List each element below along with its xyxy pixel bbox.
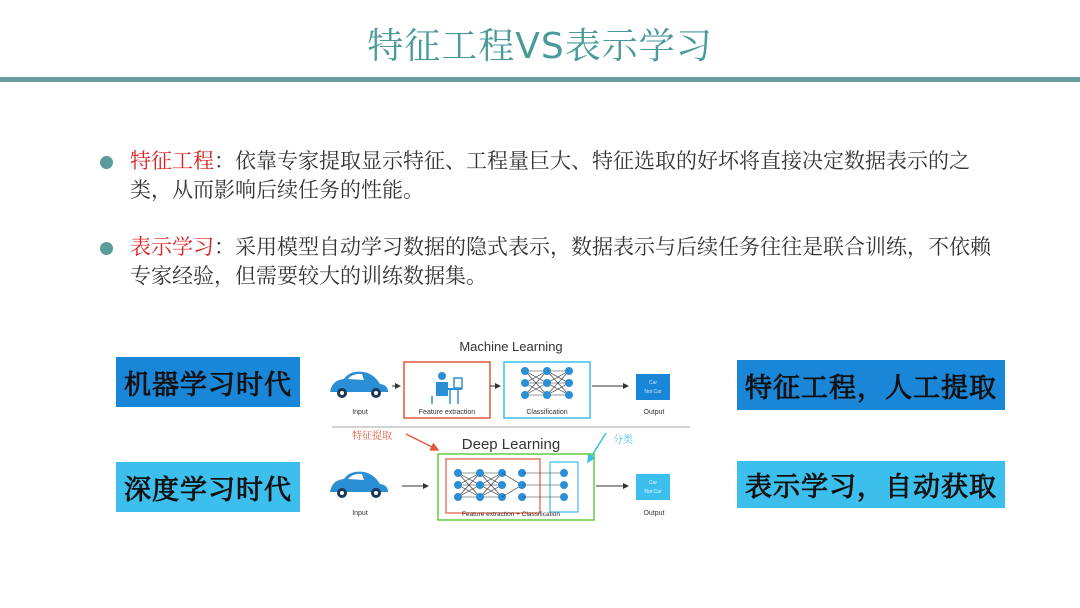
ml-output-label: Output — [643, 409, 665, 416]
result-label-deep-learning: 表示学习，自动获取 — [737, 461, 1005, 508]
result-label-machine-learning: 特征工程，人工提取 — [737, 360, 1005, 410]
red-arrow-icon — [406, 434, 438, 450]
bullet-representation-learning — [100, 233, 1000, 293]
bullet-body: ：依靠专家提取显示特征、工程量巨大、特征选取的好坏将直接决定数据表示的之类，从而影响后续任务的性能。 — [130, 149, 970, 202]
classifier-nodes-icon — [502, 469, 568, 501]
output-box — [636, 474, 670, 500]
ml-classification-label: Classification — [526, 409, 568, 416]
bullet-dot-icon — [100, 242, 113, 255]
bullet-dot-icon — [100, 156, 113, 169]
ml-title: Machine Learning — [459, 339, 563, 354]
car-icon — [330, 472, 388, 498]
annotation-classification: 分类 — [613, 435, 633, 446]
slide-title: 特征工程VS表示学习 — [367, 26, 713, 67]
car-icon — [330, 372, 388, 398]
dl-title: Deep Learning — [461, 436, 561, 453]
era-label-machine-learning: 机器学习时代 — [116, 357, 300, 407]
annotation-feature-extraction: 特征提取 — [352, 431, 392, 442]
bullet-text — [130, 147, 1000, 205]
bullet-term: 表示学习 — [130, 235, 214, 259]
dl-input-label: Input — [352, 510, 368, 517]
bullet-text — [130, 233, 1000, 291]
title-divider — [0, 77, 1080, 82]
dl-output-car: Car — [648, 480, 658, 486]
dl-combined-label: Feature extraction + Classification — [461, 511, 561, 518]
ml-input-label: Input — [352, 409, 368, 416]
bullet-term: 特征工程 — [130, 149, 214, 173]
neural-network-icon — [521, 367, 573, 399]
bullet-feature-engineering — [100, 147, 1000, 207]
output-box — [636, 374, 670, 400]
neural-network-icon — [454, 469, 506, 501]
person-at-desk-icon — [432, 372, 462, 404]
ml-output-notcar: Not Car — [644, 389, 662, 395]
ml-feature-extraction-label: Feature extraction — [418, 409, 476, 416]
ml-vs-dl-diagram — [318, 330, 718, 530]
era-label-deep-learning: 深度学习时代 — [116, 462, 300, 512]
bullet-body: ：采用模型自动学习数据的隐式表示，数据表示与后续任务往往是联合训练，不依赖专家经验，但需要较大的训练数据集。 — [130, 235, 991, 288]
ml-output-car: Car — [648, 380, 658, 386]
dl-output-label: Output — [643, 510, 665, 517]
dl-output-notcar: Not Car — [644, 489, 662, 495]
blue-arrow-icon — [588, 433, 606, 462]
